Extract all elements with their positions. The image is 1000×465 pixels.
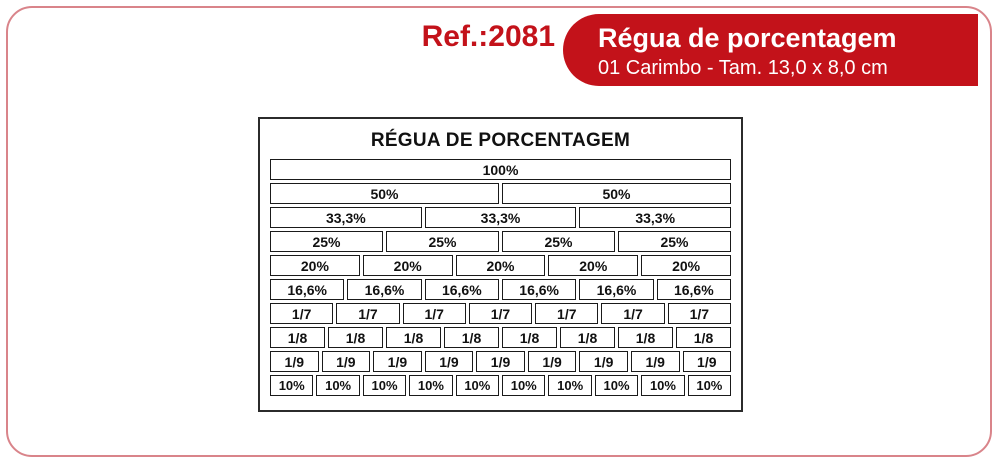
ruler-cell: 10% <box>502 375 545 396</box>
ruler-cell: 25% <box>502 231 615 252</box>
ruler-cell: 1/7 <box>403 303 466 324</box>
ruler-cell: 25% <box>618 231 731 252</box>
ruler-cell: 1/9 <box>270 351 319 372</box>
ruler-cell: 10% <box>641 375 684 396</box>
percentage-ruler-figure <box>258 117 743 412</box>
ruler-cell: 20% <box>456 255 546 276</box>
row-16 <box>270 279 731 300</box>
ruler-title: RÉGUA DE PORCENTAGEM <box>370 130 631 151</box>
ruler-cell: 10% <box>409 375 452 396</box>
ruler-cell: 1/8 <box>270 327 325 348</box>
ruler-cell: 25% <box>386 231 499 252</box>
ruler-cell: 10% <box>316 375 359 396</box>
ruler-cell: 16,6% <box>657 279 731 300</box>
reference-code: Ref.:2081 <box>421 20 555 53</box>
ruler-cell: 1/9 <box>631 351 680 372</box>
ruler-cell: 10% <box>595 375 638 396</box>
ruler-cell: 1/7 <box>668 303 731 324</box>
product-title: Régua de porcentagem <box>598 23 897 53</box>
ruler-cell: 20% <box>641 255 731 276</box>
header <box>0 0 1000 100</box>
ruler-cell: 1/9 <box>579 351 628 372</box>
ruler-cell: 1/7 <box>469 303 532 324</box>
row-33 <box>270 207 731 228</box>
ruler-cell: 33,3% <box>579 207 731 228</box>
ruler-cell: 20% <box>363 255 453 276</box>
ruler-cell: 16,6% <box>502 279 576 300</box>
ruler-cell: 16,6% <box>425 279 499 300</box>
ruler-cell: 20% <box>270 255 360 276</box>
ruler-cell: 25% <box>270 231 383 252</box>
ruler-cell: 10% <box>548 375 591 396</box>
ruler-cell: 1/7 <box>336 303 399 324</box>
ruler-cell: 50% <box>270 183 499 204</box>
row-25 <box>270 231 731 252</box>
ruler-cell: 50% <box>502 183 731 204</box>
ruler-cell: 1/9 <box>528 351 577 372</box>
ruler-cell: 1/8 <box>444 327 499 348</box>
title-badge <box>563 14 978 86</box>
ruler-cell: 1/9 <box>322 351 371 372</box>
ruler-cell: 16,6% <box>579 279 653 300</box>
ruler-cell: 1/9 <box>683 351 732 372</box>
ruler-cell: 20% <box>548 255 638 276</box>
ruler-cell: 16,6% <box>347 279 421 300</box>
ruler-cell: 1/7 <box>601 303 664 324</box>
ruler-cell: 10% <box>270 375 313 396</box>
ruler-cell: 33,3% <box>270 207 422 228</box>
ruler-cell: 10% <box>688 375 731 396</box>
row-eighths <box>270 327 731 348</box>
ruler-cell: 10% <box>456 375 499 396</box>
row-20 <box>270 255 731 276</box>
row-ninths <box>270 351 731 372</box>
ruler-cell: 1/8 <box>502 327 557 348</box>
ruler-cell: 100% <box>270 159 731 180</box>
ruler-cell: 1/7 <box>535 303 598 324</box>
ruler-cell: 10% <box>363 375 406 396</box>
ruler-cell: 1/9 <box>425 351 474 372</box>
ruler-cell: 1/8 <box>560 327 615 348</box>
row-50 <box>270 183 731 204</box>
row-tenths <box>270 375 731 396</box>
row-100 <box>270 159 731 180</box>
ruler-cell: 1/8 <box>386 327 441 348</box>
ruler-cell: 1/9 <box>373 351 422 372</box>
ruler-cell: 1/8 <box>328 327 383 348</box>
ruler-cell: 1/7 <box>270 303 333 324</box>
ruler-cell: 1/8 <box>618 327 673 348</box>
ruler-rows <box>270 159 731 396</box>
ruler-cell: 16,6% <box>270 279 344 300</box>
ruler-cell: 1/9 <box>476 351 525 372</box>
ruler-cell: 33,3% <box>425 207 577 228</box>
row-sevenths <box>270 303 731 324</box>
product-subtitle: 01 Carimbo - Tam. 13,0 x 8,0 cm <box>598 57 888 79</box>
ruler-cell: 1/8 <box>676 327 731 348</box>
